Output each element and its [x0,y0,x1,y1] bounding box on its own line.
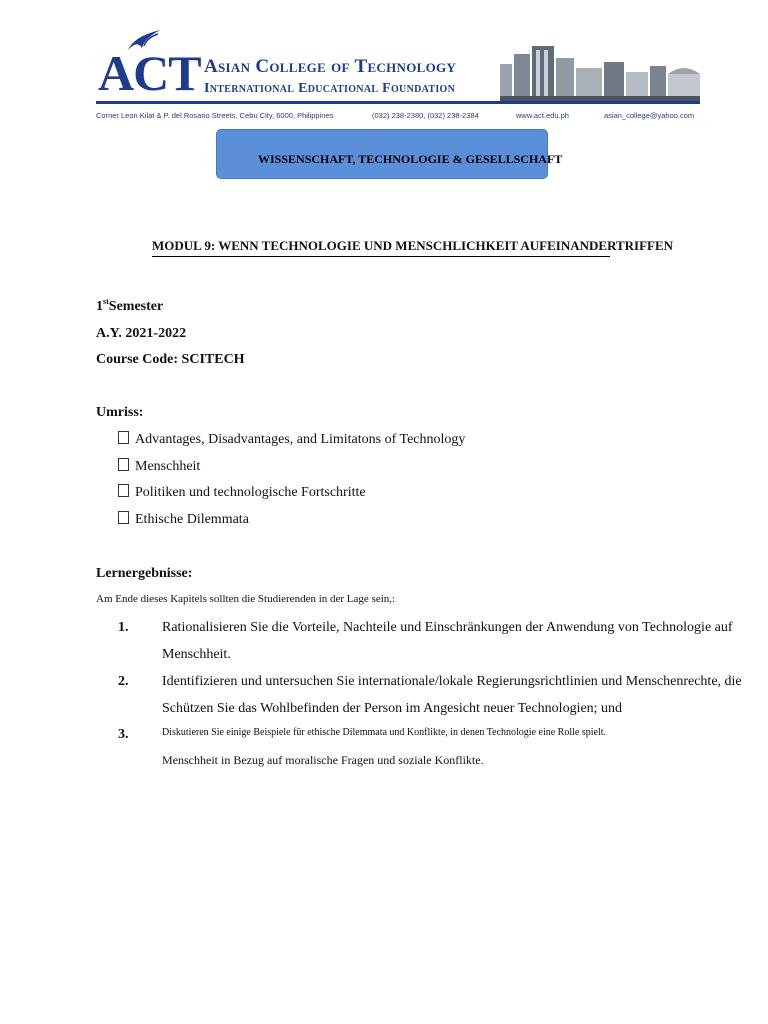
course-code: Course Code: SCITECH [96,352,245,367]
outcome-text: Identifizieren und untersuchen Sie internationale/lokale Regierungsrichtlinien und Menschenrechte, die [162,674,742,689]
outcome-number: 2. [118,674,129,689]
outline-item [118,458,200,475]
module-title: MODUL 9: WENN TECHNOLOGIE UND MENSCHLICHKEIT AUFEINANDERTRIFFEN [152,238,674,253]
outcomes-intro: Am Ende dieses Kapitels sollten die Studierenden in der Lage sein,: [96,593,396,605]
bullet-box-icon [118,458,129,471]
outcomes-heading: Lernergebnisse: [96,566,193,581]
subject-title: WISSENSCHAFT, TECHNOLOGIE & GESELLSCHAFT [258,152,563,166]
outline-item [118,431,465,448]
act-logo-text: ACT [98,45,201,101]
academic-year: A.Y. 2021-2022 [96,326,187,341]
bullet-box-icon [118,511,129,524]
outline-item-text: Ethische Dilemmata [135,512,249,527]
outline-item-text: Menschheit [135,459,201,474]
campus-buildings-image [500,44,700,102]
outline-item [118,511,249,528]
semester-line [96,299,163,315]
outline-heading: Umriss: [96,405,144,420]
outcome-text: Menschheit in Bezug auf moralische Fragen und soziale Konflikte. [162,753,484,767]
outline-item [118,484,366,501]
semester-ordinal: st [103,297,109,306]
outcome-number: 3. [118,727,129,742]
module-title-underline [152,256,610,257]
semester-number: 1 [96,299,103,314]
website-link[interactable]: www.act.edu.ph [516,111,569,120]
header-rule [96,101,700,104]
email-link[interactable]: asian_college@yahoo.com [604,111,695,120]
outcome-text: Schützen Sie das Wohlbefinden der Person im Angesicht neuer Technologien; und [162,701,623,716]
foundation-name: International Educational Foundation [204,81,456,96]
college-name: Asian College of Technology [204,56,457,77]
outline-item-text: Politiken und technologische Fortschritte [135,485,366,500]
address-text: Corner Leon Kilat & P. del Rosario Streets, Cebu City, 6000, Philippines [96,111,334,120]
letterhead [96,28,700,124]
outcome-number: 1. [118,620,129,635]
outline-item-text: Advantages, Disadvantages, and Limitatons of Technology [135,432,466,447]
bullet-box-icon [118,484,129,497]
outcome-text: Rationalisieren Sie die Vorteile, Nachteile und Einschränkungen der Anwendung von Technologie auf [162,620,733,635]
semester-label: Semester [108,299,164,314]
outcome-text: Diskutieren Sie einige Beispiele für ethische Dilemmata und Konflikte, in denen Technologie eine Rolle spielt. [162,727,606,738]
bullet-box-icon [118,431,129,444]
phone-text: (032) 238-2380, (032) 238-2384 [372,111,479,120]
outcome-text: Menschheit. [162,647,231,662]
